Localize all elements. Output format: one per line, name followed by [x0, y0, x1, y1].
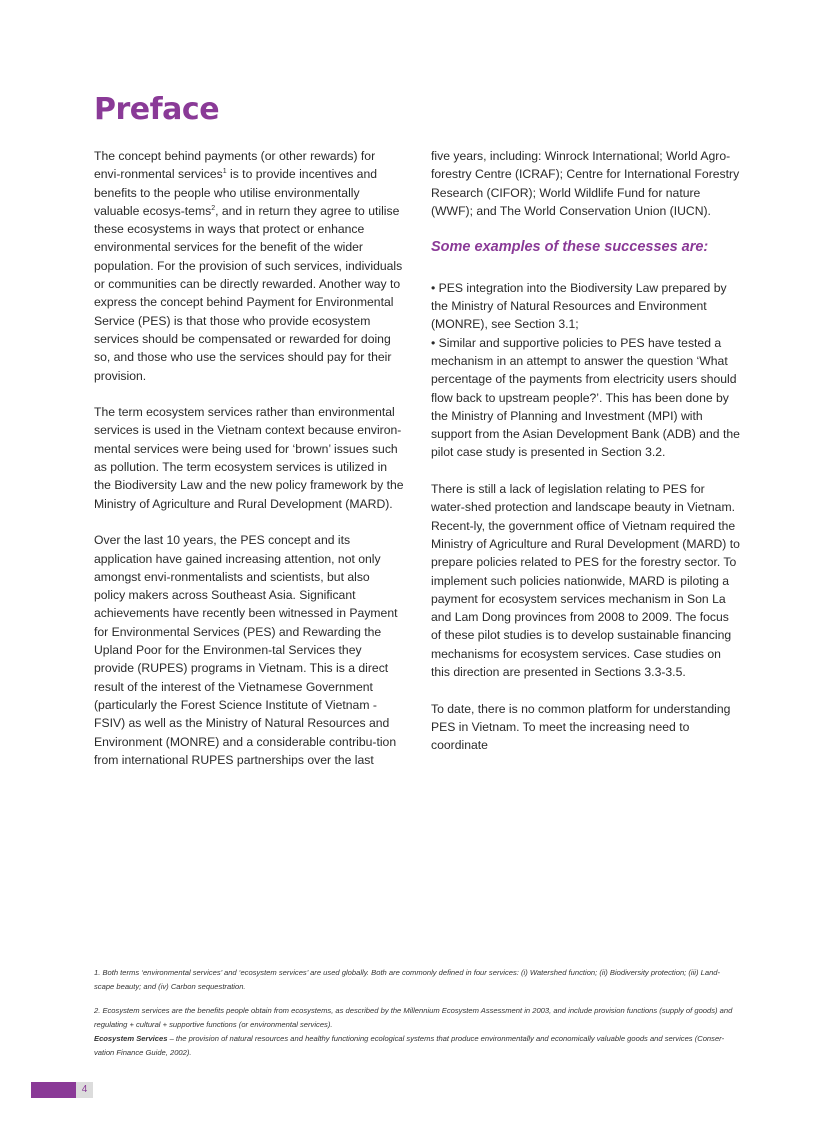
footnote-ref-2: 2 — [211, 204, 216, 212]
footnote-definition — [94, 1032, 734, 1060]
paragraph-text: The concept behind payments (or other rewards) for envi-ronmental services — [94, 149, 376, 182]
bullet-item-supportive-policies: • Similar and supportive policies to PES have tested a mechanism in an attempt to answer the question ‘What percentage of the payments from electricity users should flow back to upstream people?’. This has been done by the Ministry of Planning and Investment (MPI) with support from the Asian Development Bank (ADB) and the pilot case study is presented in Section 3.2. — [431, 335, 740, 460]
page-number: 4 — [76, 1082, 93, 1098]
definition-text: – the provision of natural resources and healthy functioning ecological systems that produce environmentally and economically valuable goods and services (Conser-vation Finance Guide, 2002). — [94, 1034, 725, 1057]
footnotes — [94, 966, 734, 1060]
paragraph-common-platform: To date, there is no common platform for understanding PES in Vietnam. To meet the increasing need to coordinate — [431, 701, 731, 753]
paragraph-legislation: There is still a lack of legislation relating to PES for water-shed protection and landscape beauty in Vietnam. Recent-ly, the government office of Vietnam required the Ministry of Agriculture and Rural Development (MARD) to prepare policies related to PES for the forestry sector. To implement such policies nationwide, MARD is piloting a payment for ecosystem services mechanism in Son La and Lam Dong provinces from 2008 to 2009. The focus of these pilot studies is to develop sustainable financing mechanisms for ecosystem services. Case studies on this direction are presented in Sections 3.3-3.5. — [431, 482, 740, 680]
paragraph-partnerships: five years, including: Winrock International; World Agro-forestry Centre (ICRAF); Centre for International Forestry Research (CIFOR); World Wildlife Fund for nature (WWF); and The World Conservation Union (IUCN). — [431, 149, 740, 218]
paragraph-text: is to provide incentives and benefits to the people who utilise environmentally valuable ecosys-tems — [94, 167, 378, 218]
bullet-item-biodiversity-law: • PES integration into the Biodiversity Law prepared by the Ministry of Natural Resources and Environment (MONRE), see Section 3.1; — [431, 280, 727, 332]
section-subheading: Some examples of these successes are: — [431, 239, 709, 256]
paragraph-pes-concept — [94, 147, 404, 385]
paragraph-ecosystem-term: The term ecosystem services rather than environmental services is used in the Vietnam context because environ-mental services were being used for ‘brown’ issues such as pollution. The term ecosystem services is utilized in the Biodiversity Law and the new policy framework by the Ministry of Agriculture and Rural Development (MARD). — [94, 405, 404, 511]
left-column — [94, 147, 404, 787]
page-title: Preface — [94, 92, 220, 127]
footnote-1: 1. Both terms ‘environmental services’ and ‘ecosystem services’ are used globally. Both are commonly defined in four services: (i) Watershed function; (ii) Biodiversity protection; (iii) Land-scape beauty; and (iv) Carbon sequestration. — [94, 968, 721, 991]
definition-term: Ecosystem Services — [94, 1034, 168, 1043]
footnote-2: 2. Ecosystem services are the benefits people obtain from ecosystems, as described by the Millennium Ecosystem Assessment in 2003, and include provision functions (supply of goods) and regulating + cultural + supportive functions (or environmental services). — [94, 1006, 733, 1029]
paragraph-pes-history: Over the last 10 years, the PES concept and its application have gained increasing attention, not only amongst envi-ronmentalists and scientists, but also policy makers across Southeast Asia. Significant achievements have recently been witnessed in Payment for Environmental Services (PES) and Rewarding the Upland Poor for the Environmen-tal Services they provide (RUPES) programs in Vietnam. This is a direct result of the interest of the Vietnamese Government (particularly the Forest Science Institute of Vietnam - FSIV) as well as the Ministry of Natural Resources and Environment (MONRE) and a considerable contribu-tion from international RUPES partnerships over the last — [94, 533, 398, 767]
right-column — [431, 147, 741, 773]
footnote-ref-1: 1 — [222, 168, 227, 176]
page-number-bar — [31, 1082, 76, 1098]
paragraph-text: , and in return they agree to utilise these ecosystems in ways that protect or enhance environmental services for the benefit of the wider population. For the provision of such services, individuals or communities can be directly rewarded. Another way to express the concept behind Payment for Environmental Service (PES) is that those who provide ecosystem services should be compensated or rewarded for doing so, and those who use the services should pay for their provision. — [94, 203, 403, 383]
